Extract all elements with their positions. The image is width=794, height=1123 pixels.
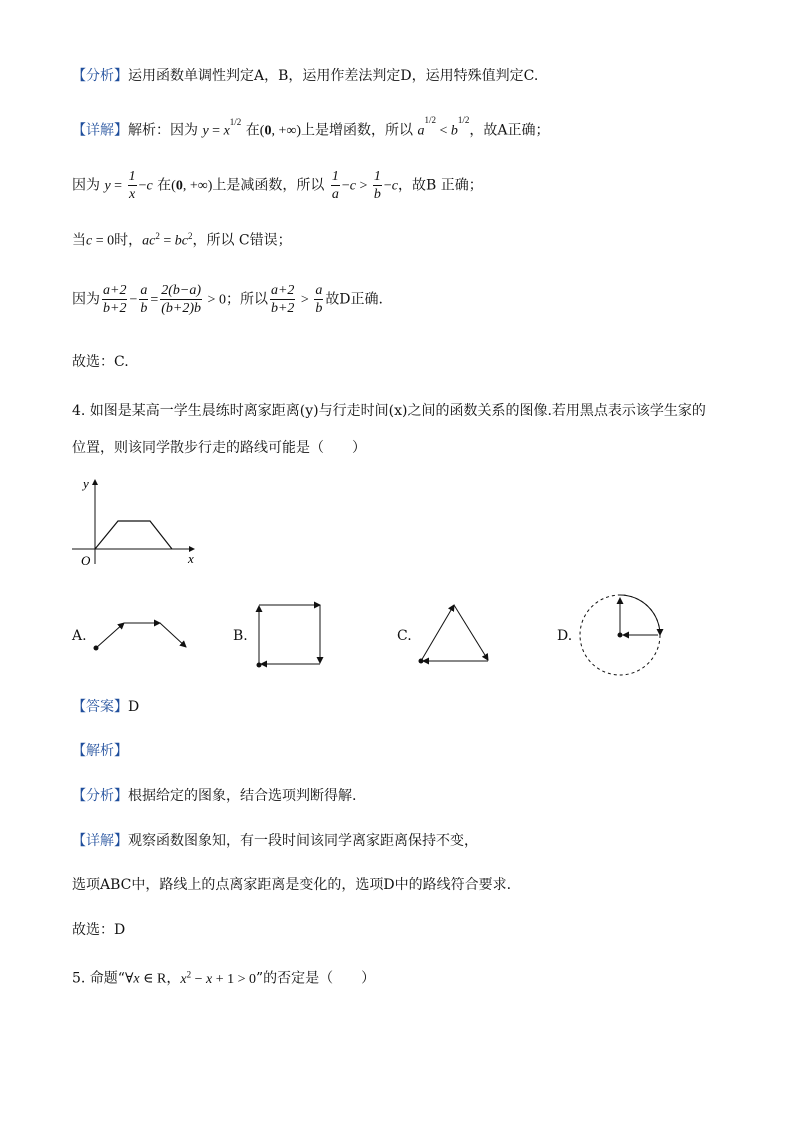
math-inequality: $\frac{a+2}{b+2}$ xyxy=(270,283,295,316)
q4-stem-line1: 4. 如图是某高一学生晨练时离家距离(y)与行走时间(x)之间的函数关系的图像.若用黑点表示该学生家的 xyxy=(72,403,706,419)
text: ，故B 正确； xyxy=(397,177,483,194)
math-inequality: $\frac{1}{a}$ xyxy=(331,169,339,202)
option-c-path xyxy=(414,598,496,668)
text: ”的否定是（ ） xyxy=(255,970,376,987)
text: 时， xyxy=(114,232,143,249)
distance-curve xyxy=(95,521,172,549)
text: ，所以 C错误； xyxy=(192,232,292,249)
text: 上是增函数，所以 xyxy=(300,122,413,139)
detail-label: 【详解】 xyxy=(72,833,128,849)
q4-choice: 故选：D xyxy=(72,922,126,938)
answer-value: D xyxy=(128,699,140,715)
math-reciprocal-function: y xyxy=(104,178,111,194)
q4-answer xyxy=(72,697,139,717)
text: ，故A正确； xyxy=(469,122,550,139)
q5-stem xyxy=(72,964,375,990)
option-d-path xyxy=(578,592,664,678)
q3-analysis xyxy=(72,66,538,86)
option-a-path xyxy=(88,612,194,656)
q4-detail-line2: 选项ABC中，路线上的点离家距离是变化的，选项D中的路线符合要求. xyxy=(72,877,512,893)
text: 故D正确. xyxy=(325,291,383,308)
q4-analysis xyxy=(72,786,356,806)
text: ， xyxy=(166,970,181,987)
x-axis-label: x xyxy=(188,551,194,566)
math-power-function: y xyxy=(202,123,209,139)
text: 解析：因为 xyxy=(128,122,198,139)
analysis-label: 【分析】 xyxy=(72,788,128,804)
text: 在 xyxy=(157,177,172,194)
math-inequality: $x^2 - x + 1 > 0$ xyxy=(180,969,256,987)
detail-text: 观察函数图象知，有一段时间该同学离家距离保持不变， xyxy=(128,833,478,849)
q3-detail-line2: 因为 y = $\frac{1}{x}$ −c 在(0, +∞)上是减函数，所以 $\frac{1}{a}$ −c > $\frac{1}{b}$ −c，故B 正确； xyxy=(72,169,483,202)
text: 5. 命题“ xyxy=(72,970,125,987)
analysis-label: 【分析】 xyxy=(72,68,128,84)
text: 当 xyxy=(72,232,86,249)
math-inequality: a xyxy=(417,123,425,139)
distance-time-graph xyxy=(70,476,200,568)
text: ；所以 xyxy=(225,291,268,308)
q3-detail-line4: 因为 $\frac{a+2}{b+2}$ − $\frac{a}{b}$ = $\frac{2(b-a)}{(b+2)b}$ > 0；所以 $\frac{a+2}{b+2}$ > $\frac{a}{b}$ 故D正确. xyxy=(72,283,383,316)
text: 上是减函数，所以 xyxy=(212,177,325,194)
analysis-text: 根据给定的图象，结合选项判断得解. xyxy=(128,788,357,804)
detail-label: 【详解】 xyxy=(72,122,128,139)
analysis-text: 运用函数单调性判定A，B，运用作差法判定D，运用特殊值判定C. xyxy=(128,68,539,84)
math-forall: ∀x ∈ R xyxy=(124,971,167,987)
y-axis-label: y xyxy=(83,476,89,491)
math-condition: c xyxy=(86,233,93,249)
option-b-label: B. xyxy=(233,628,248,644)
q4-stem-line2: 位置，则该同学散步行走的路线可能是（ ） xyxy=(72,440,366,456)
origin-label: O xyxy=(81,553,91,568)
q3-choice: 故选：C. xyxy=(72,354,129,370)
q4-explain-label: 【解析】 xyxy=(72,743,128,759)
math-difference: $\frac{a+2}{b+2}$ xyxy=(103,283,127,316)
math-interval: (0, +∞) xyxy=(171,178,213,194)
text: 因为 xyxy=(72,177,100,194)
q3-detail-line3: 当c = 0时，$ac^2 = bc^2$，所以 C错误； xyxy=(72,231,292,249)
answer-label: 【答案】 xyxy=(72,699,128,715)
math-equality: ac xyxy=(142,233,156,249)
q3-detail-line1: 【详解】解析：因为 $y = x^{1/2}$ 在(0, +∞)上是增函数，所以 $a^{1/2} < b^{1/2}$，故A正确； xyxy=(72,115,550,139)
option-d-label: D. xyxy=(557,628,573,644)
text: 在 xyxy=(245,122,260,139)
option-c-label: C. xyxy=(397,628,412,644)
q4-detail xyxy=(72,831,478,851)
option-b-path xyxy=(252,598,328,670)
text: 因为 xyxy=(72,291,100,308)
option-a-label: A. xyxy=(72,628,87,644)
math-interval: (0, +∞) xyxy=(259,123,301,139)
